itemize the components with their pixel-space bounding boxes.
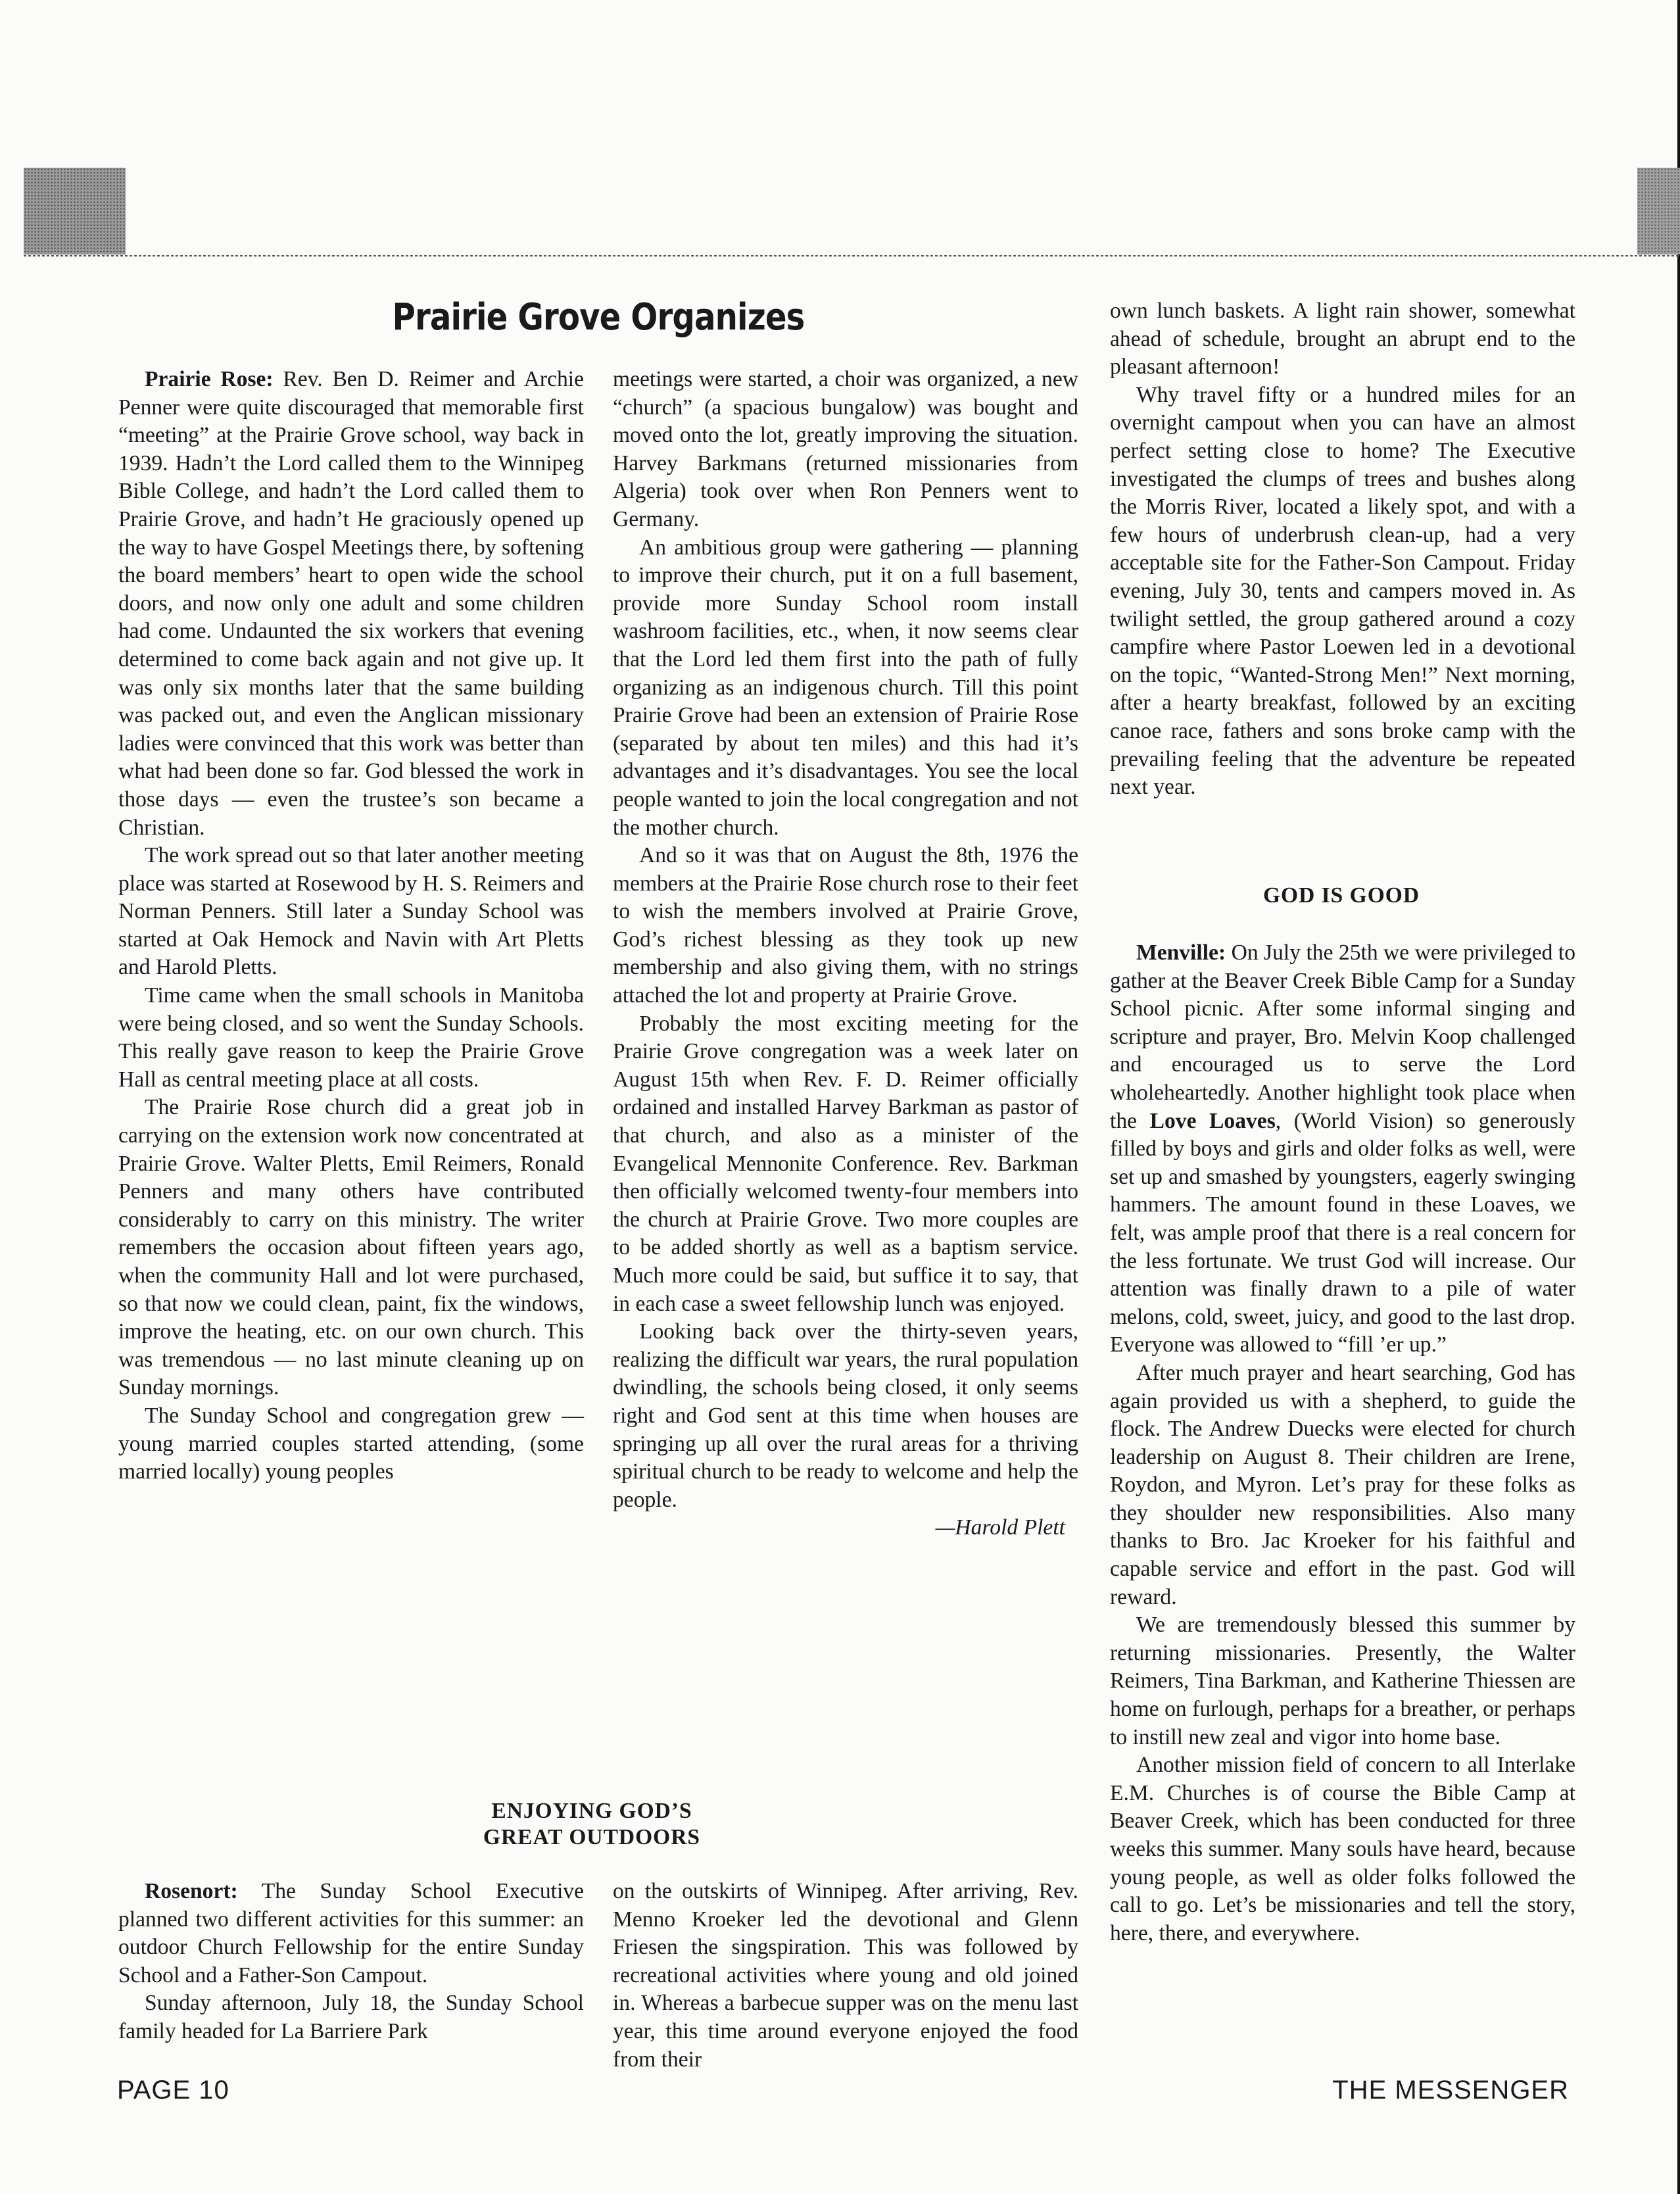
paragraph: meetings were started, a choir was organized, a new “church” (a spacious bungalow) was bought and moved onto the lot, greatly improving the situation. Harvey Barkmans (returned missionaries from Algeria) took over when Ron Penners went to Germany. — [613, 367, 1078, 531]
paragraph: The Sunday School Executive planned two different activities for this summer: an outdoor Church Fellowship for the entire Sunday School and a Father-Son Campout. — [118, 1879, 584, 1987]
article1-column-2 — [613, 366, 1078, 1542]
paragraph: on the outskirts of Winnipeg. After arriving, Rev. Menno Kroeker led the devotional and Glenn Friesen the singspiration. This was followed by recreational activities where young and old joined in. Whereas a barbecue supper was on the menu last year, this time around everyone enjoyed the food from their — [613, 1879, 1078, 2072]
article-title: Prairie Grove Organizes — [392, 296, 805, 339]
page-number: PAGE 10 — [117, 2076, 229, 2105]
dateline-rosenort: Rosenort: — [145, 1879, 238, 1903]
article2-column-2 — [613, 1878, 1078, 2074]
paragraph: And so it was that on August the 8th, 1976 the members at the Prairie Rose church rose to their feet to wish the members involved at Prairie Grove, God’s richest blessing as they took up new membership and also giving them, with no strings attached the lot and property at Prairie Grove. — [613, 843, 1078, 1008]
header-shaded-block — [24, 168, 126, 255]
header-rule — [24, 255, 1680, 256]
article3-column — [1110, 939, 1575, 1947]
dateline-menville: Menville: — [1136, 940, 1226, 965]
publication-name: THE MESSENGER — [1332, 2076, 1569, 2105]
paragraph: Why travel fifty or a hundred miles for an overnight campout when you can have an almost perfect setting close to home? The Executive investigated the clumps of trees and bushes along the Morris River, located a likely spot, and with a few hours of underbrush clean-up, had a very acceptable site for the Father-Son Campout. Friday evening, July 30, tents and campers moved in. As twilight settled, the group gathered around a cozy campfire where Pastor Loewen led in a devotional on the topic, “Wanted-Strong Men!” Next morning, after a hearty breakfast, followed by an exciting canoe race, fathers and sons broke camp with the prevailing feeling that the adventure be repeated next year. — [1110, 382, 1575, 800]
dateline-prairie-rose: Prairie Rose: — [145, 367, 274, 391]
paragraph: , (World Vision) so generously filled by boys and girls and older folks as well, were set up and smashed by youngsters, eagerly swinging hammers. The amount found in these Loaves, we felt, was ample proof that there is a real concern for the less fortunate. We trust God will increase. Our attention was finally drawn to a pile of water melons, cold, sweet, juicy, and good to the last drop. Everyone was allowed to “fill ’er up.” — [1110, 1108, 1575, 1357]
article2-title-line-2: GREAT OUTDOORS — [483, 1825, 701, 1849]
article1-column-1 — [118, 366, 584, 1486]
paragraph: An ambitious group were gathering — planning to improve their church, put it on a full basement, provide more Sunday School room install washroom facilities, etc., when, it now seems clear that the Lord led them first into the path of fully organizing as an indigenous church. Till this point Prairie Grove had been an extension of Prairie Rose (separated by about ten miles) and this had it’s advantages and it’s disadvantages. You see the local people wanted to join the local congregation and not the mother church. — [613, 535, 1078, 840]
header-shaded-edge — [1637, 168, 1680, 255]
article2-title — [408, 1798, 776, 1851]
paragraph: Sunday afternoon, July 18, the Sunday School family headed for La Barriere Park — [118, 1991, 584, 2043]
paragraph: Probably the most exciting meeting for the Prairie Grove congregation was a week later on August 15th when Rev. F. D. Reimer officially ordained and installed Harvey Barkman as pastor of that church, and also as a minister of the Evangelical Mennonite Conference. Rev. Barkman then officially welcomed twenty-four members into the church at Prairie Grove. Two more couples are to be added shortly as well as a baptism service. Much more could be said, but suffice it to say, that in each case a sweet fellowship lunch was enjoyed. — [613, 1011, 1078, 1316]
paragraph: We are tremendously blessed this summer by returning missionaries. Presently, the Walter Reimers, Tina Barkman, and Katherine Thiessen are home on furlough, perhaps for a breather, or perhaps to instill new zeal and vigor into home base. — [1110, 1613, 1575, 1749]
love-loaves-emphasis: Love Loaves — [1149, 1108, 1276, 1133]
article3-title: GOD IS GOOD — [1262, 883, 1420, 908]
paragraph: Looking back over the thirty-seven years, realizing the difficult war years, the rural population dwindling, the schools being closed, it only seems right and God sent at this time when houses are springing up all over the rural areas for a thriving spiritual church to be ready to welcome and help the people. — [613, 1319, 1078, 1512]
paragraph: After much prayer and heart searching, God has again provided us with a shepherd, to guide the flock. The Andrew Duecks were elected for church leadership on August 8. Their children are Irene, Roydon, and Myron. Let’s pray for these folks as they shoulder new responsibilities. Also many thanks to Bro. Jac Kroeker for his faithful and capable service and effort in the past. God will reward. — [1110, 1360, 1575, 1609]
byline: —Harold Plett — [935, 1515, 1065, 1540]
article2-column-3 — [1110, 297, 1575, 802]
paragraph: Time came when the small schools in Manitoba were being closed, and so went the Sunday Schools. This really gave reason to keep the Prairie Grove Hall as central meeting place at all costs. — [118, 983, 584, 1092]
paragraph: own lunch baskets. A light rain shower, somewhat ahead of schedule, brought an abrupt end to the pleasant afternoon! — [1110, 299, 1575, 379]
paragraph: The Prairie Rose church did a great job in carrying on the extension work now concentrated at Prairie Grove. Walter Pletts, Emil Reimers, Ronald Penners and many others have contributed considerably to carry on this ministry. The writer remembers the occasion about fifteen years ago, when the community Hall and lot were purchased, so that now we could clean, paint, fix the windows, improve the heating, etc. on our own church. This was tremendous — no last minute cleaning up on Sunday mornings. — [118, 1095, 584, 1400]
paragraph: The work spread out so that later another meeting place was started at Rosewood by H. S. Reimers and Norman Penners. Still later a Sunday School was started at Oak Hemock and Navin with Art Pletts and Harold Pletts. — [118, 843, 584, 980]
paragraph: Rev. Ben D. Reimer and Archie Penner were quite discouraged that memorable first “meeting” at the Prairie Grove school, way back in 1939. Hadn’t the Lord called them to the Winnipeg Bible College, and hadn’t the Lord called them to Prairie Grove, and hadn’t He graciously opened up the way to have Gospel Meetings there, by softening the board members’ heart to open wide the school doors, and now only one adult and some children had come. Undaunted the six workers that evening determined to come back again and not give up. It was only six months later that the same building was packed out, and even the Anglican missionary ladies were convinced that this work was better than what had been done so far. God blessed the work in those days — even the trustee’s son became a Christian. — [118, 367, 585, 840]
paragraph: The Sunday School and congregation grew — young married couples started attending, (some married locally) young peoples — [118, 1403, 584, 1484]
article2-column-1 — [118, 1878, 584, 2046]
article2-title-line-1: ENJOYING GOD’S — [491, 1799, 692, 1823]
paragraph: Another mission field of concern to all Interlake E.M. Churches is of course the Bible Camp at Beaver Creek, which has been conducted for three weeks this summer. Many souls have heard, because young people, as well as older folks followed the call to go. Let’s be missionaries and tell the story, here, there, and everywhere. — [1110, 1753, 1575, 1945]
paragraph: On July the 25th we were privileged to gather at the Beaver Creek Bible Camp for a Sunday School picnic. After some informal singing and scripture and prayer, Bro. Melvin Koop challenged and encouraged us to serve the Lord wholeheartedly. Another highlight took place when the — [1110, 940, 1575, 1133]
